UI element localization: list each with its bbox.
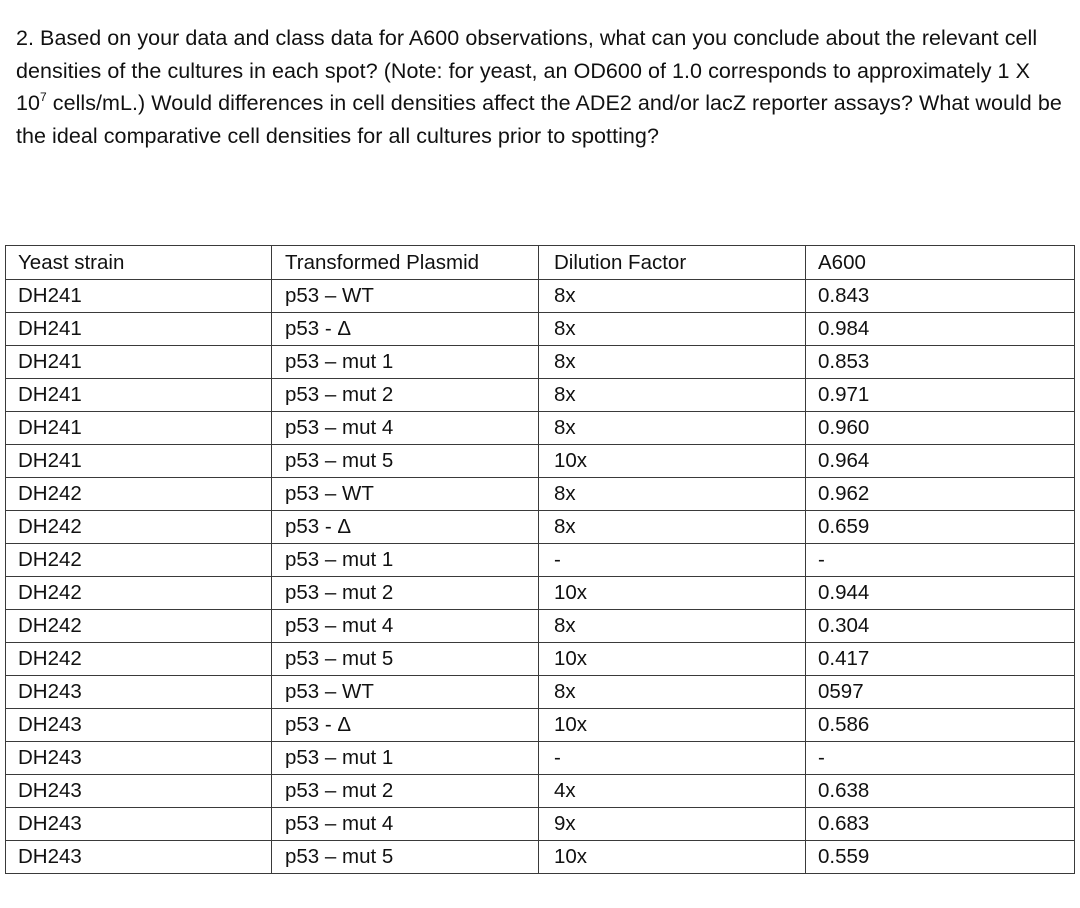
table-row — [6, 742, 1075, 775]
cell-transformed-plasmid: p53 – mut 5 — [272, 445, 539, 478]
cell-transformed-plasmid: p53 - Δ — [272, 313, 539, 346]
exponent-superscript: 7 — [40, 90, 47, 105]
header-dilution-factor: Dilution Factor — [539, 246, 806, 280]
cell-a600: 0.304 — [806, 610, 1075, 643]
cell-transformed-plasmid: p53 - Δ — [272, 709, 539, 742]
cell-dilution-factor: - — [539, 544, 806, 577]
cell-yeast-strain: DH241 — [6, 412, 272, 445]
table-row — [6, 280, 1075, 313]
cell-dilution-factor: 4x — [539, 775, 806, 808]
table-row — [6, 511, 1075, 544]
cell-transformed-plasmid: p53 – mut 2 — [272, 775, 539, 808]
table-row — [6, 643, 1075, 676]
cell-a600: 0.659 — [806, 511, 1075, 544]
cell-dilution-factor: 10x — [539, 841, 806, 874]
cell-dilution-factor: 8x — [539, 412, 806, 445]
cell-yeast-strain: DH242 — [6, 610, 272, 643]
table-row — [6, 478, 1075, 511]
table-row — [6, 709, 1075, 742]
cell-transformed-plasmid: p53 – mut 4 — [272, 610, 539, 643]
table-row — [6, 346, 1075, 379]
cell-dilution-factor: 10x — [539, 643, 806, 676]
cell-dilution-factor: 8x — [539, 511, 806, 544]
cell-a600: - — [806, 544, 1075, 577]
table-row — [6, 379, 1075, 412]
cell-dilution-factor: 10x — [539, 577, 806, 610]
table-row — [6, 544, 1075, 577]
cell-a600: 0.971 — [806, 379, 1075, 412]
cell-a600: 0.944 — [806, 577, 1075, 610]
cell-dilution-factor: 10x — [539, 709, 806, 742]
cell-yeast-strain: DH243 — [6, 676, 272, 709]
table-row — [6, 577, 1075, 610]
cell-dilution-factor: 8x — [539, 313, 806, 346]
question-text — [16, 22, 1066, 152]
cell-transformed-plasmid: p53 – mut 1 — [272, 742, 539, 775]
cell-yeast-strain: DH243 — [6, 808, 272, 841]
cell-yeast-strain: DH241 — [6, 379, 272, 412]
cell-a600: 0.853 — [806, 346, 1075, 379]
cell-a600: 0.960 — [806, 412, 1075, 445]
table-row — [6, 610, 1075, 643]
cell-yeast-strain: DH242 — [6, 643, 272, 676]
table-row — [6, 775, 1075, 808]
table-row — [6, 676, 1075, 709]
cell-yeast-strain: DH241 — [6, 280, 272, 313]
cell-transformed-plasmid: p53 – mut 4 — [272, 808, 539, 841]
cell-transformed-plasmid: p53 – WT — [272, 676, 539, 709]
cell-a600: 0.962 — [806, 478, 1075, 511]
cell-a600: - — [806, 742, 1075, 775]
cell-yeast-strain: DH242 — [6, 511, 272, 544]
cell-a600: 0.586 — [806, 709, 1075, 742]
cell-dilution-factor: 8x — [539, 379, 806, 412]
cell-transformed-plasmid: p53 – mut 1 — [272, 544, 539, 577]
cell-a600: 0.984 — [806, 313, 1075, 346]
cell-transformed-plasmid: p53 – mut 5 — [272, 841, 539, 874]
header-yeast-strain: Yeast strain — [6, 246, 272, 280]
cell-dilution-factor: - — [539, 742, 806, 775]
table-row — [6, 841, 1075, 874]
cell-yeast-strain: DH242 — [6, 577, 272, 610]
cell-yeast-strain: DH241 — [6, 313, 272, 346]
cell-transformed-plasmid: p53 – mut 4 — [272, 412, 539, 445]
cell-transformed-plasmid: p53 - Δ — [272, 511, 539, 544]
cell-dilution-factor: 8x — [539, 478, 806, 511]
question-text-part-2: cells/mL.) Would differences in cell densities affect the ADE2 and/or lacZ reporter assays? What would be the ideal comparative cell densities for all cultures prior to spotting? — [16, 91, 1062, 148]
cell-a600: 0.683 — [806, 808, 1075, 841]
cell-transformed-plasmid: p53 – mut 2 — [272, 577, 539, 610]
question-text-part-1: 2. Based on your data and class data for A600 observations, what can you conclude about the relevant cell densities of the cultures in each spot? (Note: for yeast, an OD600 of 1.0 corresponds to approximately 1 X 10 — [16, 26, 1038, 116]
cell-dilution-factor: 10x — [539, 445, 806, 478]
cell-yeast-strain: DH243 — [6, 742, 272, 775]
cell-a600: 0.964 — [806, 445, 1075, 478]
table-row — [6, 445, 1075, 478]
cell-a600: 0.559 — [806, 841, 1075, 874]
cell-transformed-plasmid: p53 – WT — [272, 478, 539, 511]
cell-transformed-plasmid: p53 – mut 1 — [272, 346, 539, 379]
cell-dilution-factor: 8x — [539, 676, 806, 709]
cell-a600: 0.638 — [806, 775, 1075, 808]
header-transformed-plasmid: Transformed Plasmid — [272, 246, 539, 280]
cell-dilution-factor: 8x — [539, 610, 806, 643]
cell-yeast-strain: DH242 — [6, 544, 272, 577]
cell-transformed-plasmid: p53 – mut 5 — [272, 643, 539, 676]
cell-yeast-strain: DH243 — [6, 775, 272, 808]
a600-data-table — [5, 245, 1075, 874]
cell-dilution-factor: 8x — [539, 346, 806, 379]
cell-a600: 0.417 — [806, 643, 1075, 676]
cell-dilution-factor: 9x — [539, 808, 806, 841]
header-a600: A600 — [806, 246, 1075, 280]
table-row — [6, 412, 1075, 445]
cell-transformed-plasmid: p53 – mut 2 — [272, 379, 539, 412]
cell-dilution-factor: 8x — [539, 280, 806, 313]
cell-a600: 0597 — [806, 676, 1075, 709]
table-row — [6, 313, 1075, 346]
table-row — [6, 808, 1075, 841]
cell-transformed-plasmid: p53 – WT — [272, 280, 539, 313]
cell-yeast-strain: DH243 — [6, 709, 272, 742]
cell-yeast-strain: DH241 — [6, 346, 272, 379]
cell-yeast-strain: DH241 — [6, 445, 272, 478]
cell-yeast-strain: DH243 — [6, 841, 272, 874]
table-header-row — [6, 246, 1075, 280]
cell-a600: 0.843 — [806, 280, 1075, 313]
cell-yeast-strain: DH242 — [6, 478, 272, 511]
